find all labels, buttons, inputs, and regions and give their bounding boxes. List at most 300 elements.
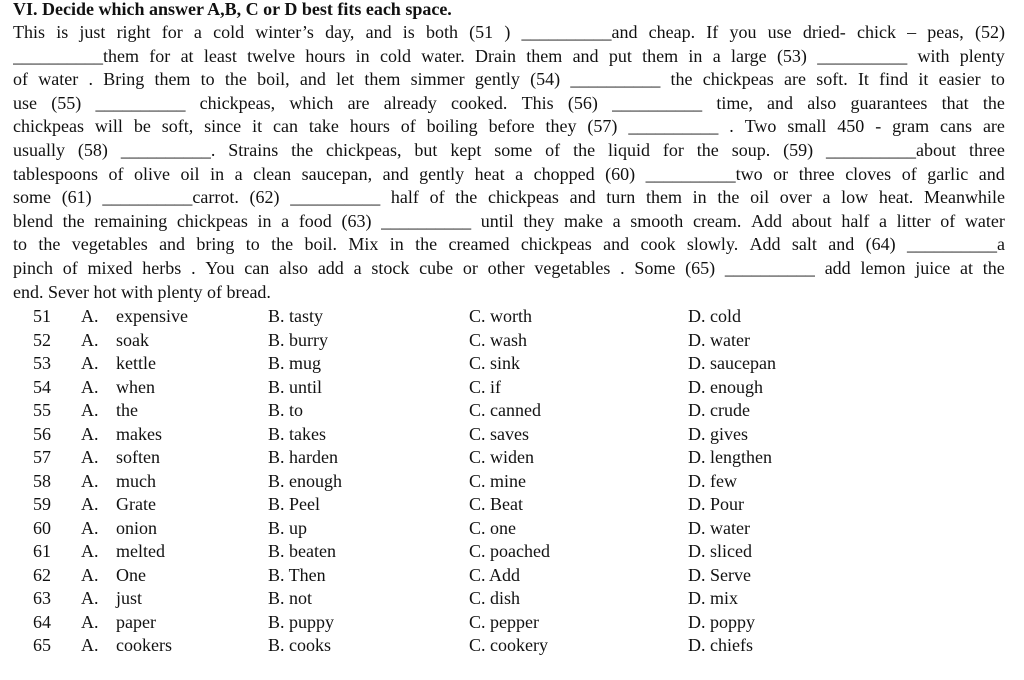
passage-word: cold xyxy=(213,22,245,42)
passage-word: Bring xyxy=(103,69,145,90)
option-a-letter: A. xyxy=(81,564,99,585)
passage-line xyxy=(13,139,1005,163)
passage-word: chickpeas xyxy=(13,116,84,137)
passage-word: the xyxy=(696,139,719,160)
passage-word: Some xyxy=(634,257,676,278)
passage-line xyxy=(13,68,1005,92)
option-a-letter: A. xyxy=(81,329,99,350)
passage-word: Mix xyxy=(348,234,379,255)
passage-word: and xyxy=(299,69,326,90)
passage-word: let xyxy=(336,69,355,90)
passage-word: dried- xyxy=(802,22,846,42)
passage-word: for xyxy=(149,45,171,66)
option-d: D. lengthen xyxy=(688,447,772,467)
option-d: D. cold xyxy=(688,306,741,326)
option-a: paper xyxy=(116,611,156,632)
passage-word: __________two xyxy=(645,163,763,184)
passage-word: can xyxy=(244,257,270,278)
exercise-heading: VI. Decide which answer A,B, C or D best fits each space. xyxy=(13,0,452,19)
passage-word: small xyxy=(787,116,827,137)
passage-word: . xyxy=(729,116,734,137)
passage-word: hours xyxy=(349,116,390,137)
passage-word: at xyxy=(180,45,194,66)
option-row xyxy=(0,517,1024,541)
passage-word: or xyxy=(462,257,478,278)
passage-word: . xyxy=(191,257,196,278)
passage-word: of xyxy=(108,163,124,184)
option-b: B. to xyxy=(268,400,304,420)
option-a: makes xyxy=(116,423,162,444)
passage-word: about xyxy=(791,210,832,231)
passage-word: to xyxy=(990,69,1005,90)
option-row xyxy=(0,564,1024,588)
passage-word: a xyxy=(712,45,721,66)
option-d: D. mix xyxy=(688,588,739,608)
passage-word: (59) xyxy=(783,139,814,160)
cloze-passage xyxy=(13,21,1005,304)
option-row xyxy=(0,493,1024,517)
passage-word: (64) xyxy=(865,234,896,255)
passage-word: (60) xyxy=(605,163,636,184)
passage-word: Add xyxy=(749,234,781,255)
option-d: D. water xyxy=(688,517,750,538)
passage-word: __________ xyxy=(570,69,661,90)
option-row xyxy=(0,470,1024,494)
passage-word: chopped xyxy=(533,163,595,184)
option-c: C. saves xyxy=(469,423,529,444)
option-a: kettle xyxy=(116,353,156,373)
option-c: C. one xyxy=(469,517,516,538)
passage-word: kept xyxy=(450,139,482,160)
question-number: 57 xyxy=(33,447,51,467)
option-c: C. pepper xyxy=(469,611,539,632)
passage-word: (62) xyxy=(249,187,280,208)
passage-word: three xyxy=(798,163,835,184)
passage-line xyxy=(13,186,1005,210)
passage-word: oil xyxy=(180,163,200,184)
question-number: 54 xyxy=(33,376,51,397)
passage-word: until xyxy=(480,210,514,231)
passage-word: them xyxy=(364,69,401,90)
passage-word: ) xyxy=(504,22,511,42)
passage-word: oil xyxy=(750,187,770,208)
passage-word: are xyxy=(783,69,806,90)
passage-word: garlic xyxy=(927,163,969,184)
passage-word: add xyxy=(317,257,344,278)
passage-word: will xyxy=(94,116,123,137)
passage-word: in xyxy=(688,45,703,66)
passage-word: soup. xyxy=(731,139,771,160)
passage-word: mixed xyxy=(87,257,133,278)
passage-word: plenty xyxy=(959,45,1005,66)
passage-word: gently xyxy=(474,69,520,90)
question-number: 64 xyxy=(33,611,51,632)
passage-word: (56) xyxy=(567,92,598,113)
option-row xyxy=(0,329,1024,353)
passage-word: of xyxy=(13,69,28,90)
passage-word: peas, xyxy=(927,22,964,42)
option-c: C. mine xyxy=(469,470,526,491)
option-a: expensive xyxy=(116,306,188,326)
passage-word: the xyxy=(415,234,438,255)
option-a: much xyxy=(116,470,156,491)
passage-word: Meanwhile xyxy=(923,187,1005,208)
passage-word: a xyxy=(353,257,362,278)
question-number: 56 xyxy=(33,423,51,444)
passage-word: boil, xyxy=(257,69,290,90)
option-d: D. few xyxy=(688,470,737,491)
passage-word: can xyxy=(273,116,298,137)
passage-word: blend xyxy=(13,210,53,231)
passage-word: of xyxy=(901,163,917,184)
option-c: C. worth xyxy=(469,306,532,326)
passage-word: for xyxy=(161,22,183,42)
passage-word: they xyxy=(523,210,555,231)
passage-word: and xyxy=(382,163,409,184)
passage-word: saucepan, xyxy=(301,163,373,184)
passage-word: cheap. xyxy=(648,22,696,42)
passage-word: to xyxy=(13,234,28,255)
passage-word: put xyxy=(608,45,632,66)
question-number: 62 xyxy=(33,564,51,585)
option-c: C. poached xyxy=(469,541,550,561)
passage-word: easier xyxy=(938,69,981,90)
passage-word: creamed xyxy=(448,234,510,255)
passage-word: in xyxy=(692,187,707,208)
option-b: B. up xyxy=(268,517,308,538)
passage-word: cold xyxy=(379,45,411,66)
option-a-letter: A. xyxy=(81,376,99,397)
passage-word: half xyxy=(390,187,419,208)
option-b: B. mug xyxy=(268,353,322,373)
option-a-letter: A. xyxy=(81,447,99,467)
question-number: 58 xyxy=(33,470,51,491)
option-a-letter: A. xyxy=(81,470,99,491)
passage-word: stock xyxy=(371,257,410,278)
option-d: D. saucepan xyxy=(688,353,776,373)
passage-word: bring xyxy=(196,234,235,255)
option-b: B. until xyxy=(268,376,323,397)
option-c: C. Beat xyxy=(469,494,523,514)
option-b: B. beaten xyxy=(268,541,336,561)
passage-word: half xyxy=(841,210,870,231)
passage-word: chickpeas xyxy=(520,234,592,255)
passage-word: the xyxy=(717,187,740,208)
passage-line xyxy=(13,45,1005,69)
passage-word: end. Sever hot with plenty of bread. xyxy=(13,281,271,302)
passage-word: chickpeas, xyxy=(199,92,276,113)
passage-word: with xyxy=(917,45,950,66)
question-number: 55 xyxy=(33,400,51,420)
passage-word: salt xyxy=(791,234,817,255)
passage-word: cans xyxy=(940,116,973,137)
option-b: B. takes xyxy=(268,423,326,444)
option-b: B. Peel xyxy=(268,494,320,514)
option-b: B. Then xyxy=(268,564,326,585)
passage-word: __________a xyxy=(907,234,1005,255)
option-c: C. sink xyxy=(469,353,521,373)
passage-word: and xyxy=(365,22,392,42)
passage-word: __________carrot. xyxy=(102,187,239,208)
passage-word: which xyxy=(289,92,334,113)
passage-word: just xyxy=(79,22,106,42)
passage-word: cook xyxy=(640,234,676,255)
passage-word: chick xyxy=(856,22,896,42)
passage-word: (54) xyxy=(530,69,561,90)
passage-word: and xyxy=(159,234,186,255)
passage-word: other xyxy=(487,257,525,278)
passage-word: and xyxy=(978,163,1005,184)
passage-word: Add xyxy=(751,210,783,231)
passage-word: heat xyxy=(474,163,505,184)
passage-word: gram xyxy=(892,116,930,137)
question-number: 60 xyxy=(33,517,51,538)
option-c: C. if xyxy=(469,376,502,397)
passage-word: be xyxy=(133,116,151,137)
passage-word: and xyxy=(569,187,596,208)
passage-word: of xyxy=(62,257,78,278)
passage-word: – xyxy=(907,22,917,42)
passage-word: a xyxy=(193,22,202,42)
passage-word: least xyxy=(203,45,237,66)
passage-word: already xyxy=(383,92,437,113)
passage-line xyxy=(13,233,1005,257)
option-b: B. cooks xyxy=(268,635,331,655)
option-a: onion xyxy=(116,517,158,538)
option-a: Grate xyxy=(116,494,156,514)
passage-word: they xyxy=(545,116,577,137)
passage-word: (65) xyxy=(685,257,716,278)
passage-word: It xyxy=(857,69,869,90)
passage-word: vegetables xyxy=(71,234,148,255)
passage-word: in xyxy=(389,234,404,255)
option-c: C. wash xyxy=(469,329,527,350)
passage-word: Strains xyxy=(228,139,279,160)
passage-word: them xyxy=(154,69,191,90)
passage-word: the xyxy=(224,69,247,90)
option-a-letter: A. xyxy=(81,541,99,561)
option-d: D. poppy xyxy=(688,611,755,632)
passage-word: in xyxy=(355,45,370,66)
passage-word: cooked. xyxy=(450,92,508,113)
passage-word: pinch xyxy=(13,257,53,278)
passage-word: the xyxy=(291,139,314,160)
option-row xyxy=(0,399,1024,423)
option-a: soften xyxy=(116,447,160,467)
passage-word: 450 xyxy=(837,116,865,137)
passage-word: __________about xyxy=(826,139,957,160)
passage-word: chickpeas xyxy=(487,187,559,208)
option-row xyxy=(0,611,1024,635)
passage-word: boil. xyxy=(304,234,338,255)
passage-word: herbs xyxy=(142,257,182,278)
passage-word: that xyxy=(941,92,969,113)
passage-word: the xyxy=(573,139,596,160)
passage-word: the xyxy=(38,234,61,255)
passage-word: (63) xyxy=(341,210,372,231)
option-a: the xyxy=(116,400,138,420)
passage-word: a xyxy=(822,187,831,208)
question-number: 59 xyxy=(33,494,51,514)
option-d: D. Serve xyxy=(688,564,751,585)
passage-word: a xyxy=(234,163,243,184)
passage-word: add xyxy=(824,257,851,278)
passage-word: and xyxy=(603,234,630,255)
passage-word: cream. xyxy=(692,210,742,231)
passage-word: __________ xyxy=(381,210,472,231)
passage-word: some xyxy=(13,187,51,208)
passage-word: the xyxy=(62,210,85,231)
option-c: C. dish xyxy=(469,588,521,608)
passage-word: cube xyxy=(419,257,454,278)
passage-word: right xyxy=(116,22,151,42)
option-a: just xyxy=(116,588,143,608)
passage-line xyxy=(13,21,1005,45)
passage-word: find xyxy=(879,69,909,90)
passage-word: make xyxy=(564,210,604,231)
passage-word: since xyxy=(204,116,242,137)
passage-word: lemon xyxy=(860,257,906,278)
passage-word: __________ xyxy=(612,92,703,113)
passage-word: a xyxy=(515,163,524,184)
option-row xyxy=(0,423,1024,447)
passage-word: gently xyxy=(419,163,465,184)
passage-word: cloves xyxy=(845,163,892,184)
option-d: D. water xyxy=(688,329,750,350)
passage-line xyxy=(13,210,1005,234)
passage-word: water. xyxy=(421,45,465,66)
passage-word: guarantees xyxy=(850,92,928,113)
passage-word: This xyxy=(13,22,46,42)
passage-word: (55) xyxy=(51,92,82,113)
passage-word: (52) xyxy=(974,22,1005,42)
passage-word: large xyxy=(731,45,767,66)
passage-word: time, xyxy=(716,92,753,113)
passage-word: low xyxy=(841,187,869,208)
question-number: 51 xyxy=(33,306,51,326)
answer-options-table xyxy=(0,305,1024,658)
passage-word: in xyxy=(257,210,272,231)
option-row xyxy=(0,305,1024,329)
passage-word: chickpeas xyxy=(702,69,774,90)
passage-word: use xyxy=(13,92,37,113)
passage-word: them xyxy=(645,187,682,208)
passage-word: soft, xyxy=(161,116,194,137)
passage-line xyxy=(13,281,1005,305)
passage-word: __________ xyxy=(817,45,908,66)
passage-word: turn xyxy=(606,187,636,208)
option-row xyxy=(0,540,1024,564)
passage-word: them xyxy=(526,45,563,66)
passage-word: you xyxy=(729,22,757,42)
option-a-letter: A. xyxy=(81,400,99,420)
passage-line xyxy=(13,92,1005,116)
passage-word: of xyxy=(545,139,561,160)
option-a: One xyxy=(116,564,146,585)
passage-word: __________ xyxy=(628,116,719,137)
question-number: 53 xyxy=(33,353,51,373)
passage-word: __________ xyxy=(290,187,381,208)
passage-word: (58) xyxy=(77,139,108,160)
passage-word: some xyxy=(494,139,533,160)
option-b: B. not xyxy=(268,588,313,608)
passage-word: or xyxy=(773,163,789,184)
passage-word: smooth xyxy=(630,210,684,231)
passage-word: to xyxy=(200,69,215,90)
passage-word: vegetables xyxy=(534,257,611,278)
option-a: cookers xyxy=(116,635,172,655)
option-d: D. crude xyxy=(688,400,750,420)
passage-word: to xyxy=(245,234,260,255)
option-row xyxy=(0,446,1024,470)
passage-word: (61) xyxy=(61,187,92,208)
passage-line xyxy=(13,163,1005,187)
passage-word: the xyxy=(670,69,693,90)
question-number: 61 xyxy=(33,541,51,561)
option-a-letter: A. xyxy=(81,588,99,608)
passage-line xyxy=(13,115,1005,139)
passage-word: of xyxy=(400,116,416,137)
passage-word: it xyxy=(252,116,263,137)
passage-word: a xyxy=(878,210,887,231)
passage-word: over xyxy=(779,187,812,208)
passage-word: in xyxy=(210,163,225,184)
option-a-letter: A. xyxy=(81,353,99,373)
passage-word: juice xyxy=(915,257,951,278)
passage-word: twelve xyxy=(247,45,296,66)
passage-word: water xyxy=(964,210,1005,231)
option-b: B. harden xyxy=(268,447,338,467)
passage-word: simmer xyxy=(410,69,465,90)
option-a-letter: A. xyxy=(81,494,99,514)
passage-word: chickpeas, xyxy=(326,139,402,160)
passage-word: also xyxy=(279,257,309,278)
passage-word: it xyxy=(918,69,929,90)
passage-word: and xyxy=(828,234,855,255)
passage-word: usually xyxy=(13,139,65,160)
passage-word: liquid xyxy=(607,139,650,160)
passage-word: water xyxy=(38,69,79,90)
passage-word: hours xyxy=(305,45,346,66)
passage-word: __________and xyxy=(521,22,638,42)
passage-word: and xyxy=(572,45,599,66)
passage-word: the xyxy=(271,234,294,255)
passage-word: Drain xyxy=(475,45,516,66)
option-d: D. gives xyxy=(688,423,748,444)
passage-word: the xyxy=(455,187,478,208)
passage-word: soft. xyxy=(816,69,848,90)
option-c: C. canned xyxy=(469,400,541,420)
passage-word: __________. xyxy=(120,139,216,160)
passage-word: a xyxy=(612,210,621,231)
passage-word: boiling xyxy=(426,116,478,137)
option-row xyxy=(0,376,1024,400)
option-b: B. enough xyxy=(268,470,342,491)
question-number: 63 xyxy=(33,588,51,608)
option-row xyxy=(0,634,1024,658)
passage-word: This xyxy=(521,92,554,113)
option-c: C. cookery xyxy=(469,635,548,655)
passage-word: and xyxy=(767,92,794,113)
passage-word: three xyxy=(968,139,1005,160)
passage-word: If xyxy=(706,22,719,42)
passage-word: Two xyxy=(744,116,777,137)
passage-word: remaining xyxy=(94,210,168,231)
passage-word: use xyxy=(767,22,792,42)
passage-word: . xyxy=(620,257,625,278)
passage-word: clean xyxy=(253,163,292,184)
option-a: melted xyxy=(116,541,165,561)
